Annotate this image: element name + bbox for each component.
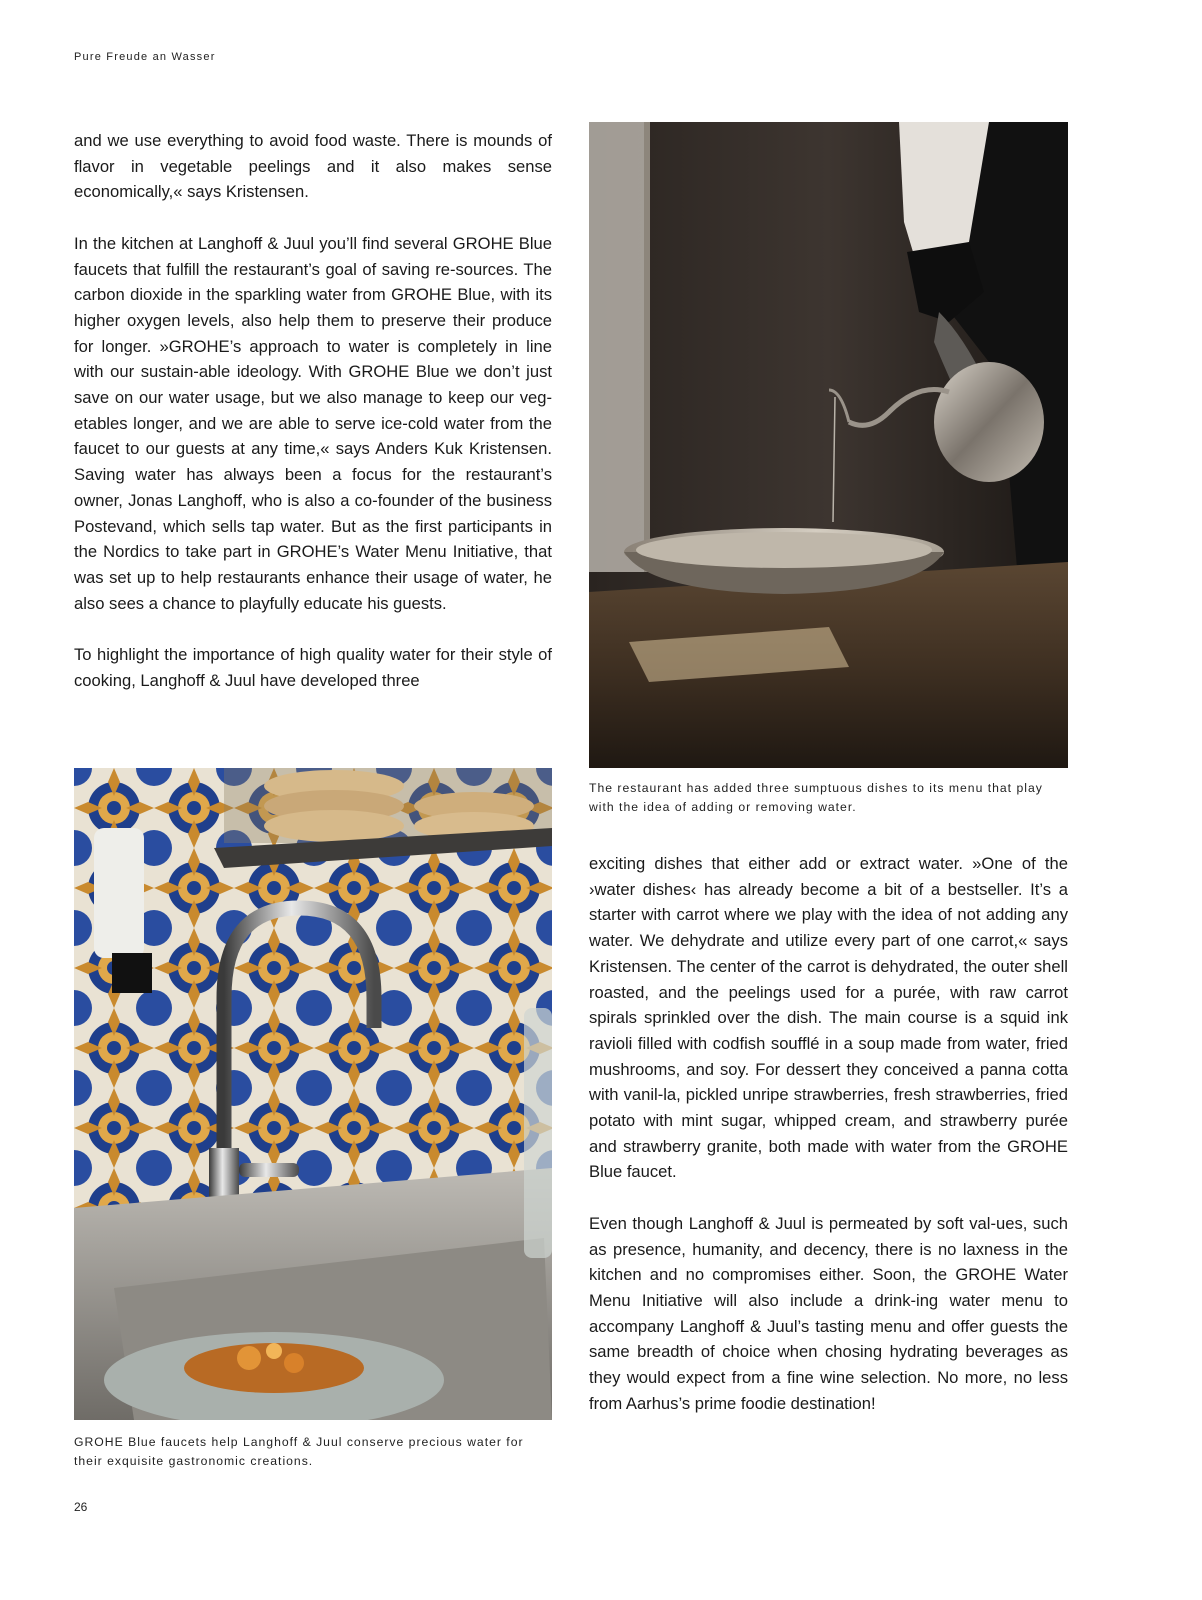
faucet-photo xyxy=(74,768,552,1420)
left-column-text xyxy=(74,128,552,693)
right-column-text xyxy=(589,851,1068,1416)
page-number: 26 xyxy=(74,1500,88,1514)
kettle-photo-caption: The restaurant has added three sumptuous dishes to its menu that play with the idea of adding or removing water. xyxy=(589,781,1043,814)
running-title: Pure Freude an Wasser xyxy=(74,51,216,63)
paragraph: In the kitchen at Langhoff & Juul you’ll find several GROHE Blue faucets that fulfill the restaurant’s goal of saving re-sources. The carbon dioxide in the sparkling water from GROHE Blue, with its higher oxygen levels, also help them to preserve their produce for longer. »GROHE’s approach to water is completely in line with our sustain-able ideology. With GROHE Blue we don’t just save on our water usage, but we also manage to keep our veg-etables longer, and we are able to serve ice-cold water from the faucet to our guests at any time,« says Anders Kuk Kristensen. Saving water has always been a focus for the restaurant’s owner, Jonas Langhoff, who is also a co-founder of the business Postevand, which sells tap water. But as the first participants in the Nordics to take part in GROHE’s Water Menu Initiative, that was set up to help restaurants enhance their usage of water, he also sees a chance to playfully educate his guests. xyxy=(74,233,552,613)
paragraph: To highlight the importance of high quality water for their style of cooking, Langhoff & Juul have developed three xyxy=(74,645,552,690)
paragraph: Even though Langhoff & Juul is permeated by soft val-ues, such as presence, humanity, and decency, there is no laxness in the kitchen and no compromises either. Soon, the GROHE Water Menu Initiative will also include a drink-ing water menu to accompany Langhoff & Juul’s tasting menu and offer guests the same breadth of choice when chosing hydrating beverages as they would expect from a fine wine selection. No more, no less from Aarhus’s prime foodie destination! xyxy=(589,1213,1068,1413)
kettle-pouring-photo xyxy=(589,122,1068,768)
faucet-photo-caption: GROHE Blue faucets help Langhoff & Juul conserve precious water for their exquisite gastronomic creations. xyxy=(74,1435,524,1468)
paragraph: exciting dishes that either add or extract water. »One of the ›water dishes‹ has already become a bit of a bestseller. It’s a starter with carrot where we play with the idea of not adding any water. We dehydrate and utilize every part of one carrot,« says Kristensen. The center of the carrot is dehydrated, the outer shell roasted, and the peelings used for a purée, with raw carrot spirals sprinkled over the dish. The main course is a squid ink ravioli filled with codfish soufflé in a soup made from water, fried mushrooms, and soy. For dessert they conceived a panna cotta with vanil-la, pickled unripe strawberries, fresh strawberries, fried potato with mint sugar, whipped cream, and strawberry purée and strawberry granite, both made with water from the GROHE Blue faucet. xyxy=(589,854,1068,1182)
paragraph: and we use everything to avoid food waste. There is mounds of flavor in vegetable peelings and it also makes sense economically,« says Kristensen. xyxy=(74,131,552,202)
